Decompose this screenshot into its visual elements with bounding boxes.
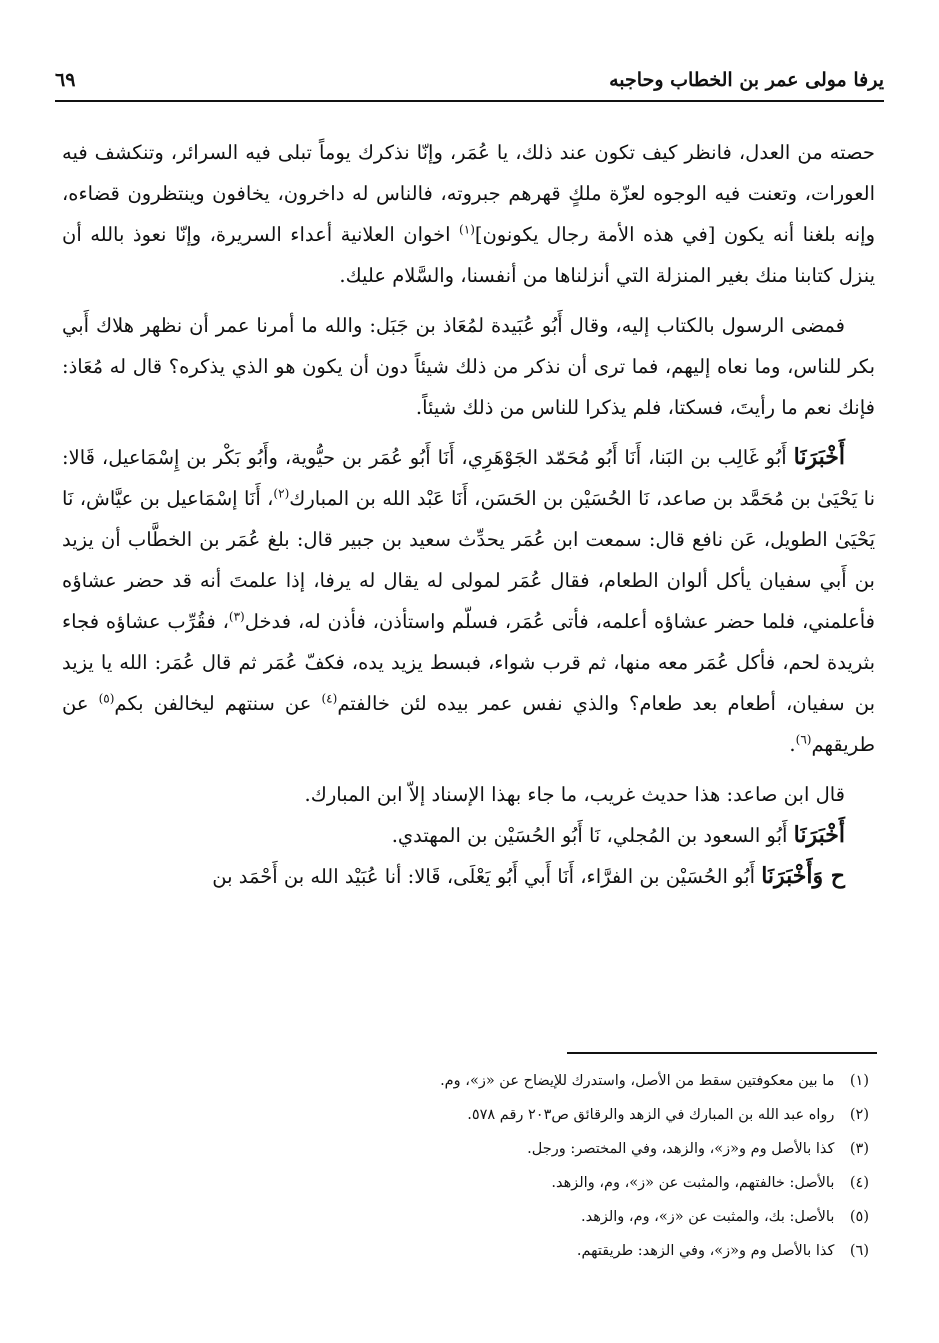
footnote-text: ما بين معكوفتين سقط من الأصل، واستدرك للإيضاح عن «ز»، وم. bbox=[440, 1073, 835, 1089]
main-text bbox=[62, 132, 875, 897]
footnote-text: كذا بالأصل وم و«ز»، والزهد، وفي المختصر: ورجل. bbox=[527, 1141, 835, 1157]
paragraph-text: عن سنتهم ليخالفن بكم bbox=[114, 692, 322, 715]
footnote-ref: (٢) bbox=[273, 486, 290, 501]
footnote-number: (٤) bbox=[849, 1175, 869, 1191]
footnote-number: (١) bbox=[849, 1073, 869, 1089]
paragraph-text: أَبُو غَالِب بن البَنا، أَنَا أَبُو مُحَمّد الجَوْهَرِي، أَنَا أَبُو عُمَر بن حيُّوية، وأَبُو بَكْر بن إِسْمَاعيل، قَالا: نا يَحْيَىٰ بن مُحَمَّد بن صاعد، نَا الحُسَيْن بن الحَسَن، أَنَا عَبْد الله بن المبارك bbox=[62, 446, 875, 510]
paragraph-text: فمضى الرسول بالكتاب إليه، وقال أَبُو عُبَيدة لمُعَاذ بن جَبَل: والله ما أمرنا عمر أن نظهر هلاك أَبي بكر للناس، وما نعاه إليهم، فما ترى أن نذكر من ذلك شيئاً دون أن يكون هو الذي يذكره؟ قال له مُعَاذ: فإنك نعم ما رأيتَ، فسكتا، فلم يذكرا للناس من ذلك شيئاً. bbox=[62, 314, 875, 419]
footnote-ref: (٥) bbox=[98, 691, 115, 706]
footnote-number: (٣) bbox=[849, 1141, 869, 1157]
footnote bbox=[70, 1098, 869, 1132]
footnote-number: (٥) bbox=[849, 1209, 869, 1225]
isnad-keyword: ح وَأَخْبَرَنَا bbox=[761, 863, 845, 889]
footnote-text: كذا بالأصل وم و«ز»، وفي الزهد: طريقتهم. bbox=[576, 1243, 835, 1259]
isnad-keyword: أَخْبَرَنَا bbox=[793, 444, 845, 470]
paragraph-text: قال ابن صاعد: هذا حديث غريب، ما جاء بهذا الإسناد إلاّ ابن المبارك. bbox=[304, 783, 845, 806]
footnotes bbox=[70, 1064, 869, 1268]
paragraph-text: أَبُو السعود بن المُجلي، نَا أَبُو الحُسَيْن بن المهتدي. bbox=[391, 824, 794, 847]
footnote bbox=[70, 1064, 869, 1098]
page-header bbox=[55, 60, 884, 102]
paragraph-isnad-3 bbox=[62, 856, 875, 897]
footnote bbox=[70, 1234, 869, 1268]
paragraph-messenger bbox=[62, 305, 875, 428]
footnote-text: بالأصل: بك، والمثبت عن «ز»، وم، والزهد. bbox=[580, 1209, 835, 1225]
paragraph-text: اخوان العلانية أعداء السريرة، وإنّا نعوذ بالله أن ينزل كتابنا منك بغير المنزلة التي أنزلناها من أنفسنا، والسَّلام عليك. bbox=[62, 223, 875, 287]
paragraph-letter-end bbox=[62, 132, 875, 296]
footnote bbox=[70, 1132, 869, 1166]
footnote-number: (٦) bbox=[849, 1243, 869, 1259]
footnote-ref: (٤) bbox=[321, 691, 338, 706]
footnote-ref: (٣) bbox=[228, 609, 245, 624]
footnote-text: رواه عبد الله بن المبارك في الزهد والرقائق ص٢٠٣ رقم ٥٧٨. bbox=[467, 1107, 835, 1123]
paragraph-text: . bbox=[789, 733, 796, 756]
paragraph-isnad-1 bbox=[62, 437, 875, 765]
paragraph-text: أَبُو الحُسَيْن بن الفرَّاء، أَنَا أَبي أَبُو يَعْلَى، قَالا: أنا عُبَيْد الله بن أَحْمَد بن bbox=[212, 865, 762, 888]
footnote bbox=[70, 1166, 869, 1200]
footnote-text: بالأصل: خالفتهم، والمثبت عن «ز»، وم، والزهد. bbox=[551, 1175, 835, 1191]
footnote-ref: (٦) bbox=[795, 732, 812, 747]
paragraph-text: ، أَنَا إسْمَاعيل بن عيَّاش، نَا يَحْيَىٰ الطويل، عَن نافع قال: سمعت ابن عُمَر يحدِّث سعيد بن جبير قال: بلغ عُمَر بن الخطَّاب أن يزيد بن أَبي سفيان يأكل ألوان الطعام، فقال عُمَر لمولى له يقال له يرفا، إذا علمتَ أنه قد حضر عشاؤه فأعلمني، فلما حضر عشاؤه أعلمه، فأتى عُمَر، فسلّم واستأذن، فأذن له، فدخل bbox=[62, 487, 875, 633]
footnote bbox=[70, 1200, 869, 1234]
footnote-number: (٢) bbox=[849, 1107, 869, 1123]
page-number: ٦٩ bbox=[55, 69, 76, 91]
paragraph-text: عن طريقهم bbox=[62, 692, 875, 756]
running-title: يرفا مولى عمر بن الخطاب وحاجبه bbox=[609, 69, 884, 91]
footnote-divider bbox=[567, 1052, 877, 1054]
paragraph-text: حصته من العدل، فانظر كيف تكون عند ذلك، يا عُمَر، وإنّا نذكرك يوماً تبلى فيه السرائر، وتنكشف فيه العورات، وتعنت فيه الوجوه لعزّة ملكٍ قهرهم جبروته، فالناس له داخرون، يخافون وينتظرون قضاءه، وإنه بلغنا أنه يكون [في هذه الأمة رجال يكونون] bbox=[62, 141, 875, 246]
footnote-ref: (١) bbox=[459, 222, 475, 237]
paragraph-isnad-2 bbox=[62, 815, 875, 856]
paragraph-text: ، فقُرِّب عشاؤه فجاء بثريدة لحم، فأكل عُمَر معه منها، ثم قرب شواء، فبسط يزيد يده، فكفّ عُمَر ثم قال عُمَر: الله يا يزيد بن سفيان، أطعام بعد طعام؟ والذي نفس عمر بيده لئن خالفتم bbox=[62, 610, 875, 715]
isnad-keyword: أَخْبَرَنَا bbox=[793, 822, 845, 848]
paragraph-ibn-saed bbox=[62, 774, 875, 815]
